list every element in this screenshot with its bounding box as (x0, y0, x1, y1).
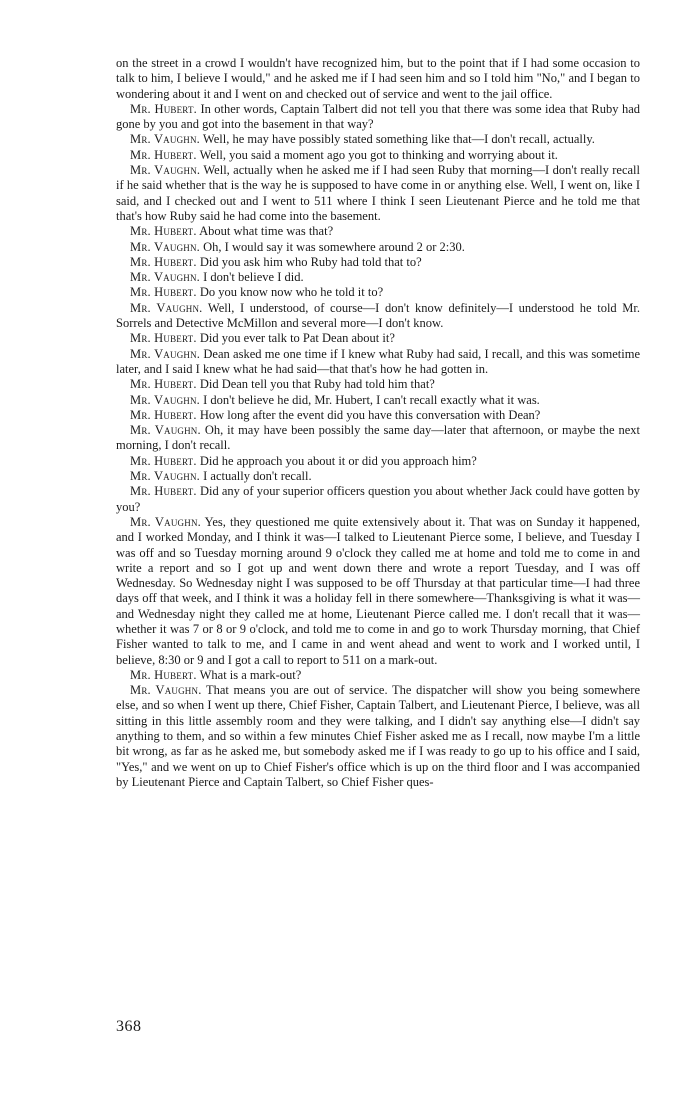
paragraph-text: About what time was that? (199, 224, 334, 239)
paragraph-text: I actually don't recall. (203, 469, 312, 484)
testimony-paragraph (116, 484, 640, 515)
speaker-name: Mr. Vaughn. (130, 132, 200, 147)
speaker-name: Mr. Hubert. (130, 484, 197, 499)
testimony-paragraph (116, 683, 640, 790)
testimony-paragraph (116, 668, 640, 683)
testimony-paragraph (116, 347, 640, 378)
testimony-text (116, 56, 640, 790)
page-number: 368 (116, 1018, 142, 1035)
speaker-name: Mr. Hubert. (130, 331, 197, 346)
paragraph-text: Did any of your superior officers question you about whether Jack could have gotten by you? (116, 484, 640, 514)
paragraph-text: Do you know now who he told it to? (199, 285, 384, 300)
testimony-paragraph (116, 163, 640, 224)
paragraph-text: Did Dean tell you that Ruby had told him that? (199, 377, 435, 392)
paragraph-text: Yes, they questioned me quite extensively about it. That was on Sunday it happened, and I worked Monday, and I think it was—I talked to Lieutenant Pierce some, I believe, and Tuesday I was off and so Tuesday morning around 9 o'clock they called me at home and told me to come in and write a report and so I got up and went down there and wrote a report Tuesday, and I was off Wednesday. So Wednesday night I was supposed to be off Thursday at that particular time—I had three days off that week, and I think it was a holiday fell in there somewhere—Thanksgiving is what it was—and Wednesday night they called me at home, Lieutenant Pierce called me. I don't recall that it was—whether it was 7 or 8 or 9 o'clock, and told me to come in and go to work Thursday morning, that Chief Fisher wanted to talk to me, and I came in and went ahead and went to work and I worked until, I believe, 8:30 or 9 and I got a call to report to 511 on a mark-out. (116, 514, 640, 667)
paragraph-text: Did you ask him who Ruby had told that to? (199, 254, 422, 269)
testimony-paragraph (116, 148, 640, 163)
speaker-name: Mr. Hubert. (130, 667, 197, 682)
testimony-paragraph (116, 270, 640, 285)
speaker-name: Mr. Hubert. (130, 377, 197, 392)
paragraph-text: Oh, it may have been possibly the same day—later that afternoon, or maybe the next morning, I don't recall. (116, 423, 641, 453)
paragraph-text: Dean asked me one time if I knew what Ruby had said, I recall, and this was sometime later, and I said I knew what he had said—that that's how he had gotten in. (116, 346, 640, 376)
speaker-name: Mr. Vaughn. (130, 163, 201, 178)
paragraph-text: I don't believe he did, Mr. Hubert, I can't recall exactly what it was. (203, 392, 540, 407)
speaker-name: Mr. Vaughn. (130, 683, 202, 698)
speaker-name: Mr. Vaughn. (130, 346, 201, 361)
paragraph-text: Did he approach you about it or did you approach him? (199, 453, 477, 468)
paragraph-text: Well, actually when he asked me if I had seen Ruby that morning—I don't really recall if he said whether that is the way he is supposed to have come in or anything else. Well, I went on, like I said, and I checked out and I went to 511 where I think I seen Lieutenant Pierce and he told me that that's how Ruby said he had come into the basement. (116, 163, 640, 223)
speaker-name: Mr. Vaughn. (130, 423, 201, 438)
paragraph-text: In other words, Captain Talbert did not tell you that there was some idea that Ruby had gone by you and got into the basement in that way? (116, 101, 640, 132)
testimony-paragraph (116, 56, 640, 102)
paragraph-text: That means you are out of service. The dispatcher will show you being somewhere else, and so when I went up there, Chief Fisher, Captain Talbert, and Lieutenant Pierce, I believe, was all sitting in this little assembly room and they were talking, and I didn't say anything else—I didn't say anything to them, and so within a few minutes Chief Fisher asked me as I recall, now maybe I'm a little bit wrong, as far as he asked me, but somebody asked me if I was ready to go up to his office and I said, "Yes," and we went on up to Chief Fisher's office which is up on the third floor and I was accompanied by Lieutenant Pierce and Captain Talbert, so Chief Fisher ques- (116, 683, 640, 789)
speaker-name: Mr. Hubert. (130, 407, 197, 422)
speaker-name: Mr. Vaughn. (130, 392, 200, 407)
testimony-paragraph (116, 240, 640, 255)
paragraph-text: Well, he may have possibly stated something like that—I don't recall, actually. (202, 132, 595, 147)
speaker-name: Mr. Hubert. (130, 453, 197, 468)
paragraph-text: What is a mark-out? (199, 667, 302, 682)
speaker-name: Mr. Hubert. (130, 285, 197, 300)
testimony-paragraph (116, 469, 640, 484)
paragraph-text: How long after the event did you have this conversation with Dean? (199, 407, 541, 422)
speaker-name: Mr. Vaughn. (130, 300, 203, 315)
testimony-paragraph (116, 515, 640, 668)
testimony-paragraph (116, 423, 640, 454)
testimony-paragraph (116, 377, 640, 392)
speaker-name: Mr. Vaughn. (130, 239, 200, 254)
speaker-name: Mr. Vaughn. (130, 270, 200, 285)
paragraph-text: Oh, I would say it was somewhere around 2 or 2:30. (203, 239, 465, 254)
testimony-paragraph (116, 132, 640, 147)
testimony-paragraph (116, 224, 640, 239)
paragraph-text: Did you ever talk to Pat Dean about it? (199, 331, 395, 346)
speaker-name: Mr. Hubert. (130, 224, 197, 239)
paragraph-text: Well, you said a moment ago you got to thinking and worrying about it. (199, 147, 558, 162)
speaker-name: Mr. Hubert. (130, 101, 197, 116)
testimony-paragraph (116, 255, 640, 270)
paragraph-text: I don't believe I did. (203, 270, 304, 285)
testimony-paragraph (116, 331, 640, 346)
testimony-paragraph (116, 301, 640, 332)
testimony-paragraph (116, 102, 640, 133)
speaker-name: Mr. Vaughn. (130, 514, 201, 529)
speaker-name: Mr. Vaughn. (130, 469, 200, 484)
paragraph-text: on the street in a crowd I wouldn't have recognized him, but to the point that if I had some occasion to talk to him, I believe I would," and he asked me if I had seen him and so I told him "No," and I began to wondering about it and I went on and checked out of service and went to the jail office. (116, 56, 640, 101)
testimony-paragraph (116, 454, 640, 469)
testimony-paragraph (116, 393, 640, 408)
speaker-name: Mr. Hubert. (130, 147, 197, 162)
paragraph-text: Well, I understood, of course—I don't know definitely—I understood he told Mr. Sorrels and Detective McMillon and several more—I don't know. (116, 300, 640, 331)
speaker-name: Mr. Hubert. (130, 254, 197, 269)
testimony-paragraph (116, 408, 640, 423)
testimony-paragraph (116, 285, 640, 300)
